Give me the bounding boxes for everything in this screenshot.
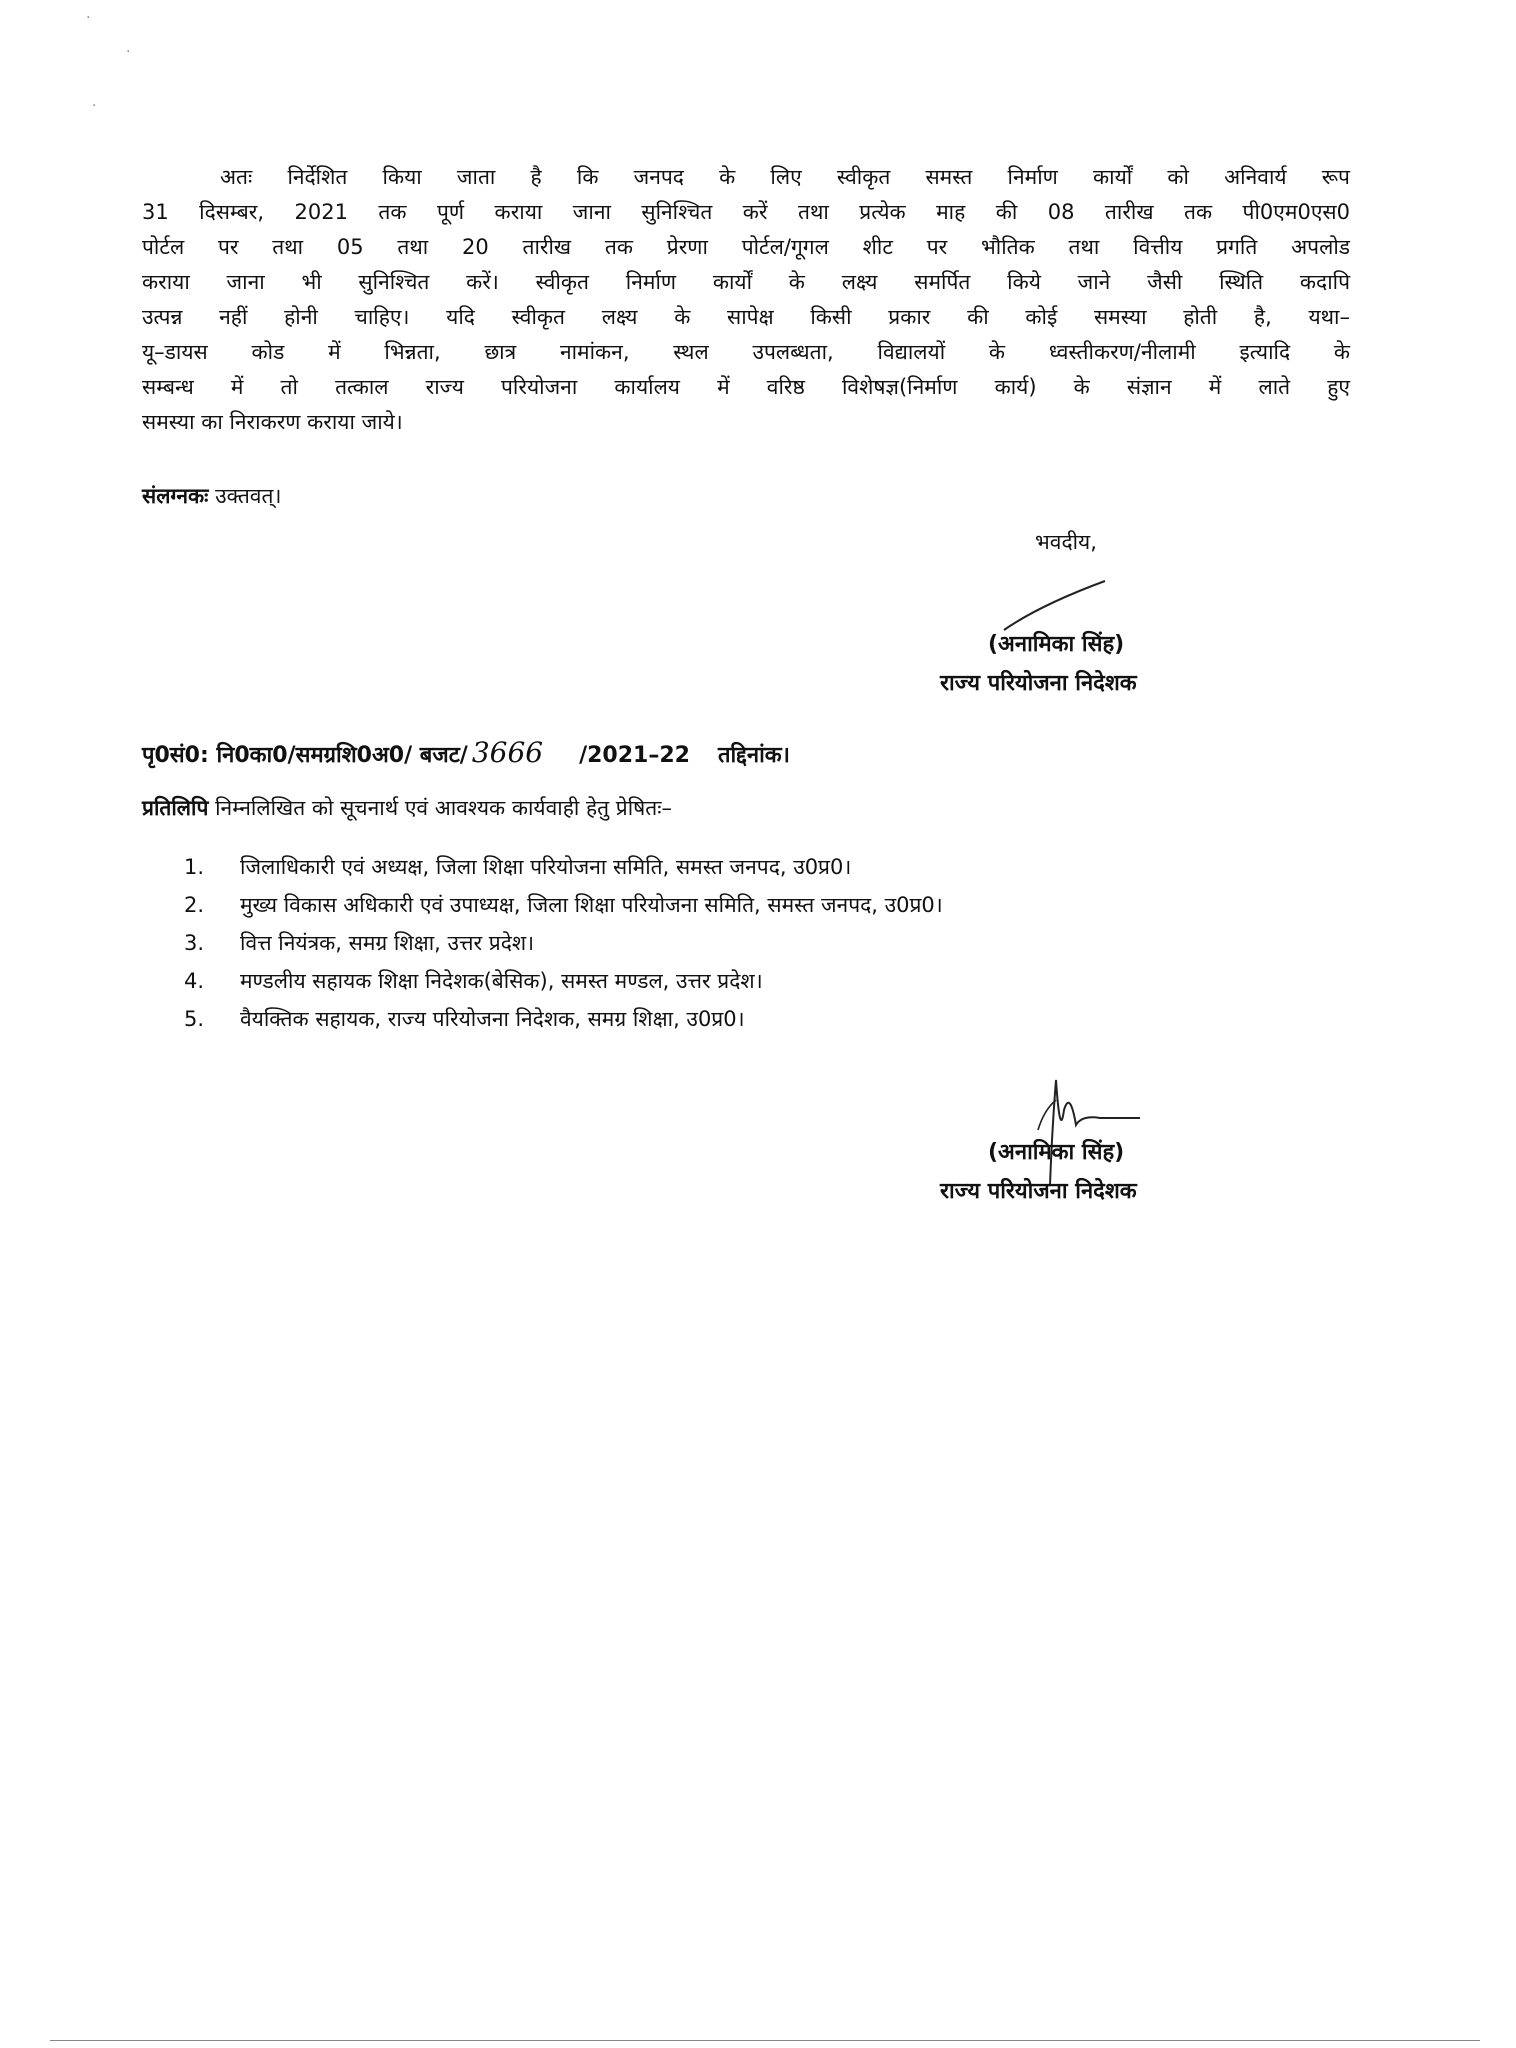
list-number: 4. <box>184 969 205 993</box>
list-number: 3. <box>184 931 205 955</box>
list-text: वैयक्तिक सहायक, राज्य परियोजना निदेशक, समग्र शिक्षा, उ0प्र0। <box>240 1007 745 1031</box>
closing-salutation: भवदीय, <box>1035 530 1097 554</box>
enclosure-label: संलग्नकः <box>142 484 209 508</box>
recipient-list <box>142 848 943 1038</box>
signature-stroke-1 <box>1000 575 1110 635</box>
signatory-name: (अनामिका सिंह) <box>988 632 1125 657</box>
body-line: उत्पन्न नहीं होनी चाहिए। यदि स्वीकृत लक्ष्य के सापेक्ष किसी प्रकार की कोई समस्या होती है, यथा– <box>142 305 1350 329</box>
body-paragraph <box>142 160 1350 440</box>
enclosure-value: उक्तवत्। <box>215 484 282 508</box>
signatory-title-2: राज्य परियोजना निदेशक <box>940 1179 1137 1204</box>
reference-date: तद्दिनांक। <box>717 743 791 768</box>
list-item <box>142 924 943 962</box>
body-line: अतः निर्देशित किया जाता है कि जनपद के लिए स्वीकृत समस्त निर्माण कार्यों को अनिवार्य रूप <box>220 165 1350 189</box>
list-item <box>142 962 943 1000</box>
signatory-title: राज्य परियोजना निदेशक <box>940 671 1137 696</box>
body-line: कराया जाना भी सुनिश्चित करें। स्वीकृत निर्माण कार्यों के लक्ष्य समर्पित किये जाने जैसी स्थिति कदापि <box>142 270 1350 294</box>
scan-speck: · <box>92 98 97 114</box>
list-item <box>142 886 943 924</box>
list-number: 1. <box>184 855 205 879</box>
copy-to-text: निम्नलिखित को सूचनार्थ एवं आवश्यक कार्यवाही हेतु प्रेषितः– <box>215 796 672 820</box>
list-item <box>142 1000 943 1038</box>
list-number: 5. <box>184 1007 205 1031</box>
list-item <box>142 848 943 886</box>
signatory-name-2: (अनामिका सिंह) <box>988 1140 1125 1165</box>
reference-number <box>142 736 790 769</box>
body-line: पोर्टल पर तथा 05 तथा 20 तारीख तक प्रेरणा पोर्टल/गूगल शीट पर भौतिक तथा वित्तीय प्रगति अपलोड <box>142 235 1350 259</box>
body-line: सम्बन्ध में तो तत्काल राज्य परियोजना कार्यालय में वरिष्ठ विशेषज्ञ(निर्माण कार्य) के संज्ञान में लाते हुए <box>142 375 1350 399</box>
reference-year: /2021–22 <box>579 743 690 768</box>
body-line: समस्या का निराकरण कराया जाये। <box>142 410 403 434</box>
reference-prefix: पृ0सं0: नि0का0/समग्रशि0अ0/ बजट/ <box>142 743 468 768</box>
scan-speck: · <box>86 10 91 26</box>
page-bottom-edge <box>50 2040 1480 2041</box>
scan-speck: · <box>126 44 131 60</box>
list-text: वित्त नियंत्रक, समग्र शिक्षा, उत्तर प्रदेश। <box>240 931 535 955</box>
list-text: मुख्य विकास अधिकारी एवं उपाध्यक्ष, जिला शिक्षा परियोजना समिति, समस्त जनपद, उ0प्र0। <box>240 893 943 917</box>
list-number: 2. <box>184 893 205 917</box>
body-line: 31 दिसम्बर, 2021 तक पूर्ण कराया जाना सुनिश्चित करें तथा प्रत्येक माह की 08 तारीख तक पी0एम0एस0 <box>142 200 1350 224</box>
enclosure-note <box>142 482 281 510</box>
reference-handwritten-number: 3666 <box>471 736 544 769</box>
copy-to-label: प्रतिलिपि <box>142 796 209 820</box>
list-text: जिलाधिकारी एवं अध्यक्ष, जिला शिक्षा परियोजना समिति, समस्त जनपद, उ0प्र0। <box>240 855 852 879</box>
copy-to-line <box>142 794 672 822</box>
list-text: मण्डलीय सहायक शिक्षा निदेशक(बेसिक), समस्त मण्डल, उत्तर प्रदेश। <box>240 969 763 993</box>
body-line: यू–डायस कोड में भिन्नता, छात्र नामांकन, स्थल उपलब्धता, विद्यालयों के ध्वस्तीकरण/नीलामी इत्यादि के <box>142 340 1350 364</box>
